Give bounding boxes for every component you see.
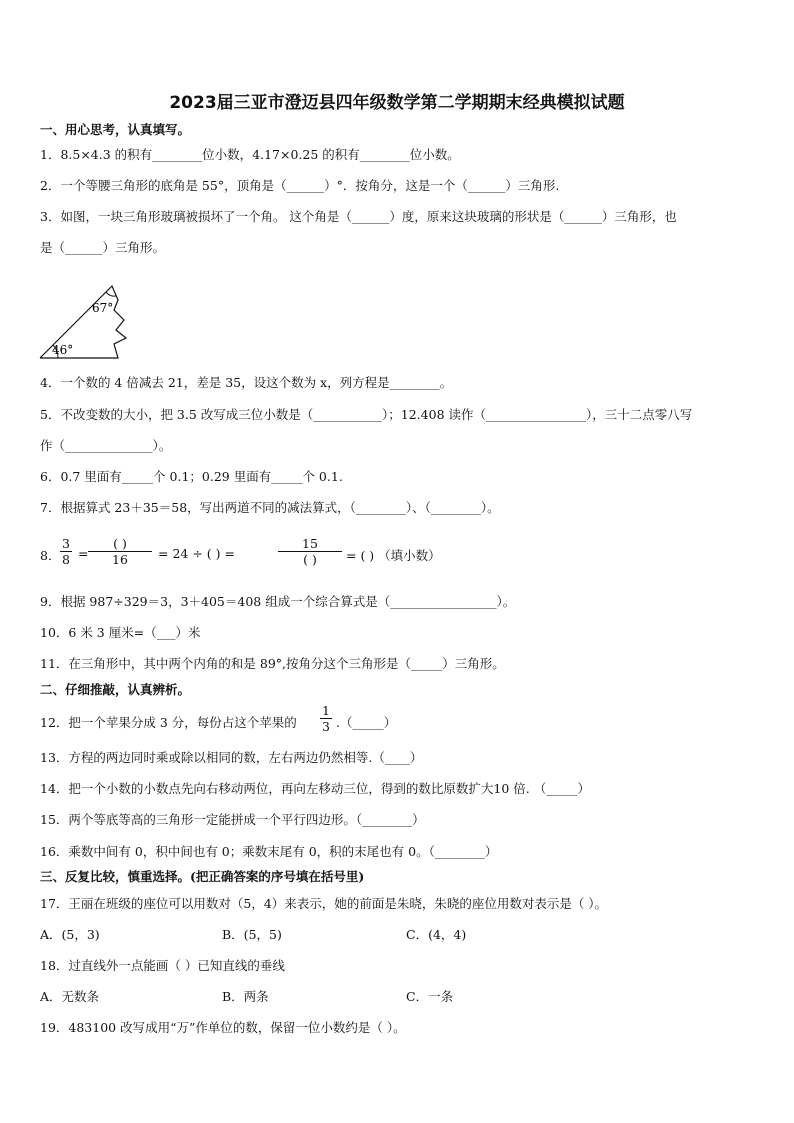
question-9: 9．根据 987÷329＝3，3＋405＝408 组成一个综合算式是（_________________）。 bbox=[40, 594, 516, 609]
question-5-line-2: 作（______________）。 bbox=[40, 438, 172, 453]
question-15: 15．两个等底等高的三角形一定能拼成一个平行四边形。（________） bbox=[40, 812, 425, 827]
fraction-denominator: 16 bbox=[88, 551, 152, 567]
question-18-option-c: C．一条 bbox=[406, 989, 454, 1004]
question-17-option-b: B．(5，5) bbox=[222, 927, 282, 942]
question-10: 10．6 米 3 厘米=（___）米 bbox=[40, 625, 201, 640]
question-14: 14．把一个小数的小数点先向右移动两位，再向左移动三位，得到的数比原数扩大10 倍. （_____） bbox=[40, 781, 590, 796]
question-7: 7．根据算式 23＋35＝58，写出两道不同的减法算式，（________）、（________）。 bbox=[40, 500, 500, 515]
question-6: 6．0.7 里面有_____个 0.1；0.29 里面有_____个 0.1. bbox=[40, 469, 343, 484]
equals-sign: = bbox=[78, 546, 89, 561]
question-12-text: 12．把一个苹果分成 3 分，每份占这个苹果的 bbox=[40, 715, 297, 730]
fraction-numerator: ( ) bbox=[113, 536, 127, 551]
fraction-1-3 bbox=[320, 703, 332, 734]
question-18-option-a: A．无数条 bbox=[40, 989, 100, 1004]
question-16: 16．乘数中间有 0，积中间也有 0；乘数末尾有 0，积的末尾也有 0。（________） bbox=[40, 844, 498, 859]
angle-67-label: 67° bbox=[92, 301, 114, 315]
question-3-line-1: 3．如图，一块三角形玻璃被损坏了一个角。 这个角是（______）度，原来这块玻璃的形状是（______）三角形，也 bbox=[40, 209, 677, 224]
section-2-heading: 二、仔细推敲，认真辨析。 bbox=[40, 682, 191, 697]
question-13: 13．方程的两边同时乘或除以相同的数，左右两边仍然相等.（____） bbox=[40, 750, 423, 765]
page-title: 2023届三亚市澄迈县四年级数学第二学期期末经典模拟试题 bbox=[169, 93, 625, 113]
section-3-heading: 三、反复比较，慎重选择。(把正确答案的序号填在括号里) bbox=[40, 869, 365, 884]
question-2: 2．一个等腰三角形的底角是 55°，顶角是（______）°．按角分，这是一个（______）三角形. bbox=[40, 178, 560, 193]
fraction-numerator: 3 bbox=[62, 536, 70, 551]
decimal-blank: = ( ) （填小数） bbox=[346, 548, 441, 563]
fraction-15-blank bbox=[278, 536, 342, 567]
question-17-option-a: A．(5，3) bbox=[40, 927, 100, 942]
angle-46-label: 46° bbox=[52, 343, 74, 357]
question-11: 11．在三角形中，其中两个内角的和是 89°,按角分这个三角形是（_____）三角形。 bbox=[40, 656, 505, 671]
fraction-blank-16 bbox=[88, 536, 152, 567]
broken-triangle-figure bbox=[36, 280, 136, 362]
question-19: 19．483100 改写成用“万”作单位的数，保留一位小数约是（ ）。 bbox=[40, 1020, 406, 1035]
fraction-3-8 bbox=[60, 536, 72, 567]
fraction-denominator: ( ) bbox=[278, 551, 342, 567]
question-18: 18．过直线外一点能画（ ）已知直线的垂线 bbox=[40, 958, 285, 973]
question-12-blank: .（_____） bbox=[336, 715, 397, 730]
question-17-option-c: C．(4，4) bbox=[406, 927, 467, 942]
question-5-line-1: 5．不改变数的大小，把 3.5 改写成三位小数是（___________）；12.408 读作（________________），三十二点零八写 bbox=[40, 407, 693, 422]
question-4: 4．一个数的 4 倍减去 21，差是 35，设这个数为 x，列方程是________。 bbox=[40, 375, 453, 390]
division-expression: = 24 ÷ ( ) = bbox=[158, 546, 235, 561]
fraction-denominator: 3 bbox=[320, 718, 332, 734]
question-17: 17．王丽在班级的座位可以用数对（5，4）来表示，她的前面是朱晓，朱晓的座位用数对表示是（ ）。 bbox=[40, 896, 608, 911]
section-1-heading: 一、用心思考，认真填写。 bbox=[40, 122, 191, 137]
fraction-numerator: 15 bbox=[302, 536, 318, 551]
question-18-option-b: B．两条 bbox=[222, 989, 269, 1004]
question-8-number: 8． bbox=[40, 548, 61, 563]
question-1: 1．8.5×4.3 的积有________位小数，4.17×0.25 的积有________位小数。 bbox=[40, 147, 460, 162]
fraction-numerator: 1 bbox=[322, 703, 330, 718]
question-3-line-2: 是（______）三角形。 bbox=[40, 240, 166, 255]
fraction-denominator: 8 bbox=[60, 551, 72, 567]
